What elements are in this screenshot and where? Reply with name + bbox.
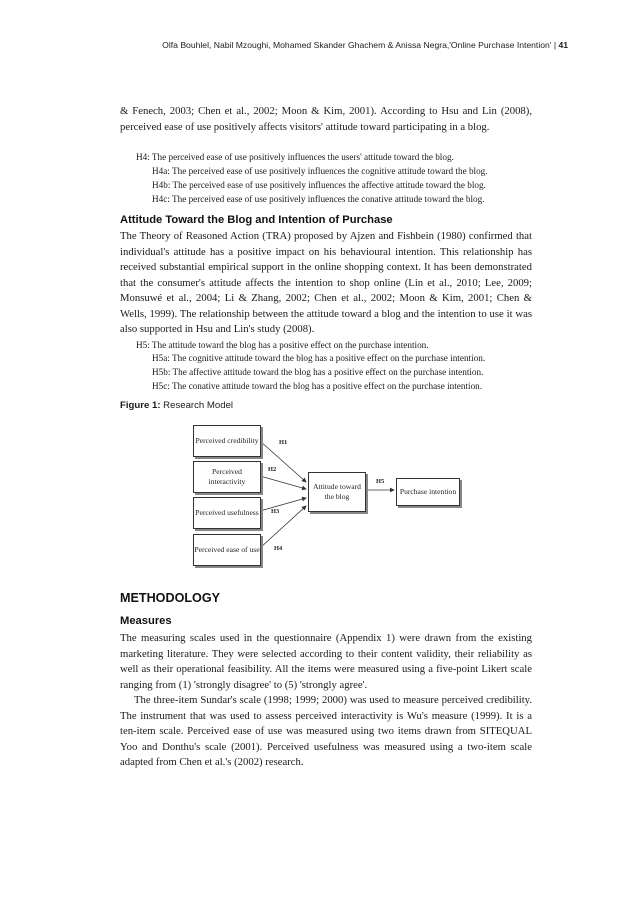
section-heading-methodology: METHODOLOGY <box>120 591 221 605</box>
attitude-paragraph: The Theory of Reasoned Action (TRA) proposed by Ajzen and Fishbein (1980) confirmed that individual's attitude has a positive impact on his behavioural intention. This relationship has received substantial empirical support in the online shopping context. It has been demonstrated that the consumer's attitude affects the intention to shop online (Lin et al., 2010; Lee, 2009; Monsuwé et al., 2004; Li & Zhang, 2002; Chen et al., 2002; Moon & Kim, 2001; Chen & Wells, 1999). The relationship between the attitude toward a blog and the intention to use it was also supported in Hsu and Lin's study (2008). <box>120 230 532 335</box>
section-heading-attitude: Attitude Toward the Blog and Intention of Purchase <box>120 214 393 226</box>
subsection-heading-measures: Measures <box>120 615 172 627</box>
figure-caption-label: Figure 1: <box>120 400 161 411</box>
hypothesis-h5c: H5c: The conative attitude toward the blog has a positive effect on the purchase intention. <box>152 381 483 391</box>
hypothesis-h5a: H5a: The cognitive attitude toward the blog has a positive effect on the purchase intention. <box>152 353 486 363</box>
hypothesis-h4c: H4c: The perceived ease of use positively influences the conative attitude toward the blog. <box>152 194 485 204</box>
hypothesis-h4: H4: The perceived ease of use positively influences the users' attitude toward the blog. <box>136 152 454 162</box>
edge-label-h2: H2 <box>268 466 277 473</box>
arrow-h3 <box>260 498 306 511</box>
edge-label-h4: H4 <box>274 545 283 552</box>
methodology-paragraph-1: The measuring scales used in the questionnaire (Appendix 1) were drawn from the existing marketing literature. They were selected according to their content validity, their reliability as well as their operational feasibility. All the items were measured using a five-point Likert scale ranging from (1) 'strongly disagree' to (5) 'strongly agree'. <box>120 632 532 691</box>
node-perceived-credibility-label: Perceived credibility <box>195 436 259 445</box>
hypothesis-h5b: H5b: The affective attitude toward the blog has a positive effect on the purchase intention. <box>152 367 484 377</box>
arrow-h4 <box>260 506 306 548</box>
hypothesis-h4b: H4b: The perceived ease of use positively influences the affective attitude toward the blog. <box>152 180 486 190</box>
hypothesis-h4a: H4a: The perceived ease of use positively influences the cognitive attitude toward the blog. <box>152 166 488 176</box>
methodology-paragraph-2: The three-item Sundar's scale (1998; 1999; 2000) was used to measure perceived credibility. The instrument that was used to assess perceived interactivity is Wu's measure (1999). It is a ten-item scale. Perceived ease of use was measured using two items drawn from SITEQUAL Yoo and Donthu's scale (2001). Perceived usefulness was measured using a two-item scale adapted from Chen et al.'s (2002) research. <box>120 694 532 768</box>
node-perceived-interactivity-label: Perceived interactivity <box>208 467 246 486</box>
page-number: 41 <box>558 40 568 50</box>
node-purchase-intention-label: Purchase intention <box>399 487 457 496</box>
node-perceived-interactivity <box>193 461 261 493</box>
node-perceived-ease-of-use <box>193 534 261 566</box>
node-purchase-intention <box>396 478 460 506</box>
edge-label-h1: H1 <box>279 439 288 446</box>
node-attitude-toward-blog-label: Attitude toward the blog <box>313 482 361 501</box>
node-perceived-ease-of-use-label: Perceived ease of use <box>194 545 260 554</box>
hypothesis-h5: H5: The attitude toward the blog has a positive effect on the purchase intention. <box>136 340 429 350</box>
node-perceived-usefulness-label: Perceived usefulness <box>195 508 259 517</box>
node-perceived-credibility <box>193 425 261 457</box>
node-perceived-usefulness <box>193 497 261 529</box>
edge-label-h5: H5 <box>376 478 385 485</box>
intro-paragraph: & Fenech, 2003; Chen et al., 2002; Moon & Kim, 2001). According to Hsu and Lin (2008), perceived ease of use positively affects visitors' attitude toward participating in a blog. <box>120 105 532 133</box>
arrow-h2 <box>260 476 306 489</box>
figure-caption-text: Research Model <box>160 400 234 411</box>
running-head-text: Olfa Bouhlel, Nabil Mzoughi, Mohamed Skander Ghachem & Anissa Negra,'Online Purchase Intention' | <box>162 40 559 50</box>
node-attitude-toward-blog <box>308 472 366 512</box>
edge-label-h3: H3 <box>271 508 280 515</box>
arrow-h1 <box>260 441 306 482</box>
